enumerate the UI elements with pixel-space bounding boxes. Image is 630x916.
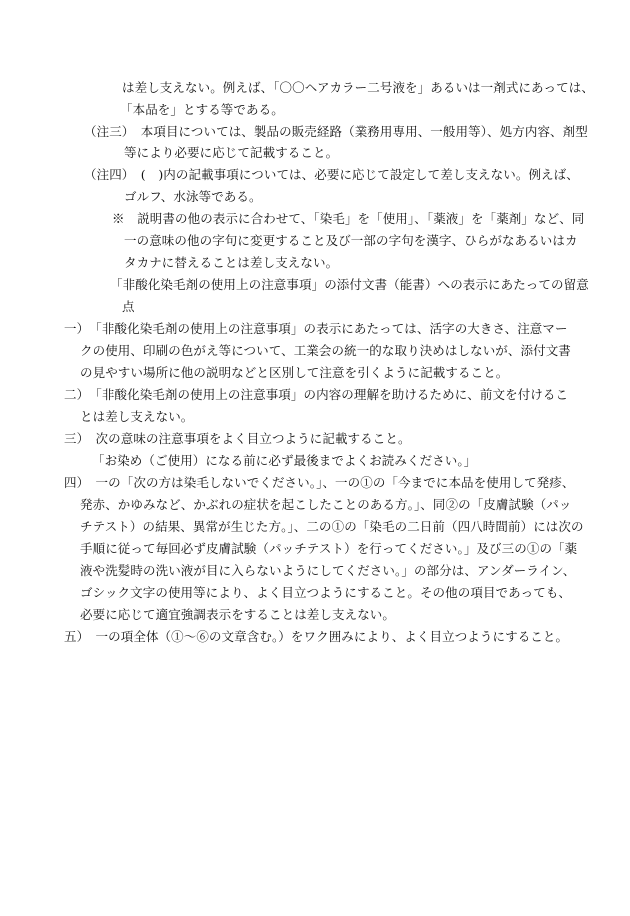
- text-line: 手順に従って毎回必ず皮膚試験（パッチテスト）を行ってください。」及び三の①の「薬: [80, 541, 578, 556]
- text-line: 「本品を」とする等である。: [120, 102, 284, 117]
- text-line: 「お染め（ご使用）になる前に必ず最後までよくお読みください。」: [92, 453, 477, 468]
- text-line: ※ 説明書の他の表示に合わせて、「染毛」を「使用」、「薬液」を「薬剤」など、同: [112, 211, 585, 226]
- text-line: （注三） 本項目については、製品の販売経路（業務用専用、一般用等）、処方内容、剤型: [84, 124, 588, 139]
- text-line: 一） 「非酸化染毛剤の使用上の注意事項」の表示にあたっては、活字の大きさ、注意マー: [64, 321, 568, 336]
- text-line: クの使用、印刷の色がえ等について、工業会の統一的な取り決めはしないが、添付文書: [80, 343, 571, 358]
- text-line: 四） 一の「次の方は染毛しないでください。」、一の①の「今までに本品を使用して発疹、: [64, 475, 575, 490]
- text-line: 二） 「非酸化染毛剤の使用上の注意事項」の内容の理解を助けるために、前文を付けるこ: [64, 387, 569, 402]
- text-line: 一の意味の他の字句に変更すること及び一部の字句を漢字、ひらがなあるいはカ: [124, 233, 578, 248]
- text-line: 等により必要に応じて記載すること。: [124, 145, 339, 160]
- text-line: 液や洗髪時の洗い液が目に入らないようにしてください。」の部分は、アンダーライン、: [80, 563, 576, 578]
- text-line: の見やすい場所に他の説明などと区別して注意を引くように記載すること。: [80, 365, 509, 380]
- text-line: （注四） ( )内の記載事項については、必要に応じて設定して差し支えない。例えば、: [84, 167, 579, 182]
- section-heading: 点: [122, 299, 135, 314]
- text-line: 五） 一の項全体（①〜⑥の文章含む。）をワク囲みにより、よく目立つようにすること。: [64, 629, 569, 644]
- text-line: 発赤、かゆみなど、かぶれの症状を起こしたことのある方。」、同②の「皮膚試験（パッ: [80, 497, 572, 512]
- text-line: 必要に応じて適宜強調表示をすることは差し支えない。: [80, 607, 396, 622]
- text-line: タカナに替えることは差し支えない。: [124, 255, 339, 270]
- text-line: は差し支えない。例えば、「〇〇ヘアカラー二号液を」あるいは一剤式にあっては、: [122, 80, 594, 95]
- text-line: ゴシック文字の使用等により、よく目立つようにすること。その他の項目であっても、: [80, 585, 572, 600]
- section-heading: 「非酸化染毛剤の使用上の注意事項」の添付文書（能書）への表示にあたっての留意: [110, 277, 589, 292]
- text-line: とは差し支えない。: [80, 409, 194, 424]
- text-line: 三） 次の意味の注意事項をよく目立つように記載すること。: [64, 431, 411, 446]
- text-line: チテスト）の結果、異常が生じた方。」、二の①の「染毛の二日前（四八時間前）には次の: [80, 519, 584, 534]
- text-line: ゴルフ、水泳等である。: [124, 189, 262, 204]
